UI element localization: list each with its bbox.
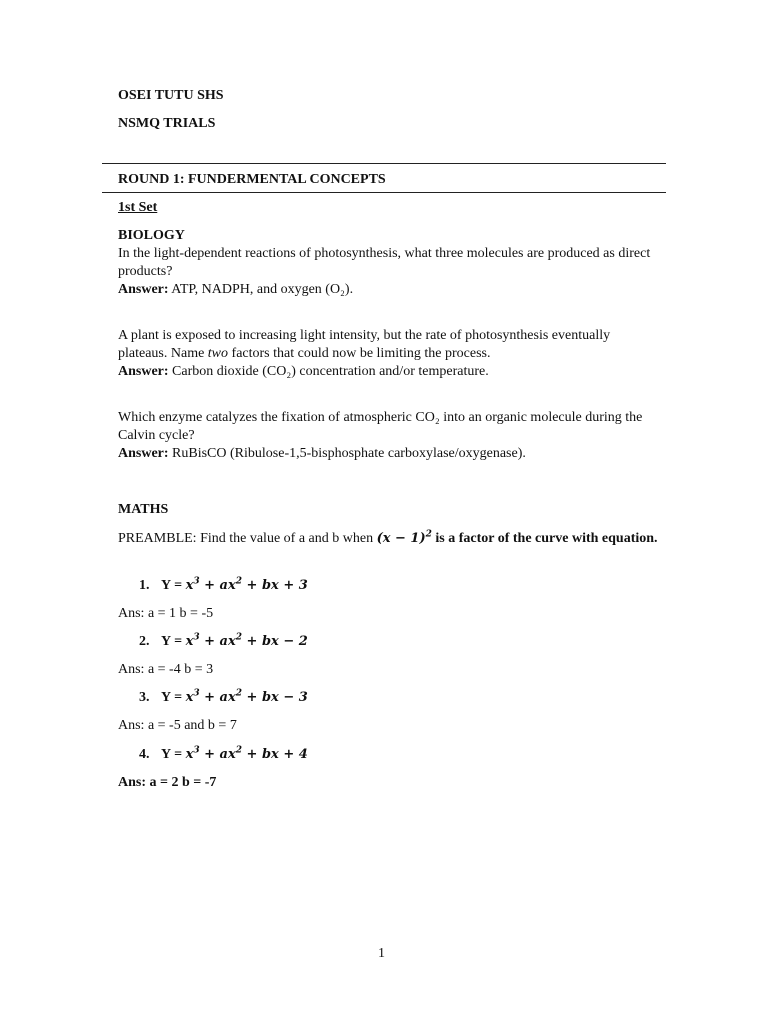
question-text: Which enzyme catalyzes the fixation of atmospheric CO₂ into an organic molecule during the Calvin cycle? [118, 410, 643, 443]
biology-question-3 [118, 409, 658, 463]
bottom-rule [102, 192, 666, 193]
maths-preamble [118, 530, 658, 548]
biology-question-1 [118, 245, 658, 299]
answer-line [118, 363, 658, 381]
answer-label: Answer: [118, 364, 169, 379]
set-label: 1st Set [118, 200, 158, 215]
answer-text: ATP, NADPH, and oxygen (O₂). [171, 282, 354, 297]
equation-1: 1. $Y = x^3 + ax^2$ + bx + 3 [139, 576, 308, 593]
question-emphasis: two [207, 346, 229, 361]
question-text-pre: A plant is exposed to increasing light intensity, but the rate of photosynthesis eventually plateaus. Name [118, 328, 611, 361]
top-rule [102, 163, 666, 164]
answer-1: Ans: a = 1 b = -5 [118, 606, 214, 621]
answer-label: Answer: [118, 446, 169, 461]
preamble-condition: is a factor of the curve with equation. [435, 531, 658, 546]
preamble-text: PREAMBLE: Find the value of a and b when [118, 531, 374, 546]
answer-label: Answer: [118, 282, 169, 297]
answer-line [118, 281, 658, 299]
equation-4: 4. $Y = x^3 + ax^2$ + bx + 4 [139, 745, 308, 762]
answer-2: Ans: a = -4 b = 3 [118, 662, 214, 677]
maths-heading: MATHS [118, 502, 169, 517]
question-text-post: factors that could now be limiting the process. [231, 346, 491, 361]
answer-3: Ans: a = -5 and b = 7 [118, 718, 237, 733]
equation-3: 3. $Y = x^3 + ax^2$ + bx − 3 [139, 688, 308, 705]
round-title: ROUND 1: FUNDERMENTAL CONCEPTS [118, 172, 386, 187]
question-text: In the light-dependent reactions of photosynthesis, what three molecules are produced as direct products? [118, 246, 651, 279]
preamble-factor: $(x - 1)^2$ [376, 529, 432, 546]
page-number: 1 [378, 946, 385, 961]
question-text [118, 327, 658, 363]
answer-4: Ans: a = 2 b = -7 [118, 775, 217, 790]
event-title: NSMQ TRIALS [118, 116, 216, 131]
answer-line [118, 445, 658, 463]
biology-heading: BIOLOGY [118, 228, 185, 243]
school-name: OSEI TUTU SHS [118, 88, 224, 103]
answer-text: RuBisCO (Ribulose-1,5-bisphosphate carboxylase/oxygenase). [172, 446, 526, 461]
equation-2: 2. $Y = x^3 + ax^2$ + bx − 2 [139, 632, 308, 649]
answer-text: Carbon dioxide (CO₂) concentration and/or temperature. [172, 364, 489, 379]
biology-question-2 [118, 327, 658, 381]
